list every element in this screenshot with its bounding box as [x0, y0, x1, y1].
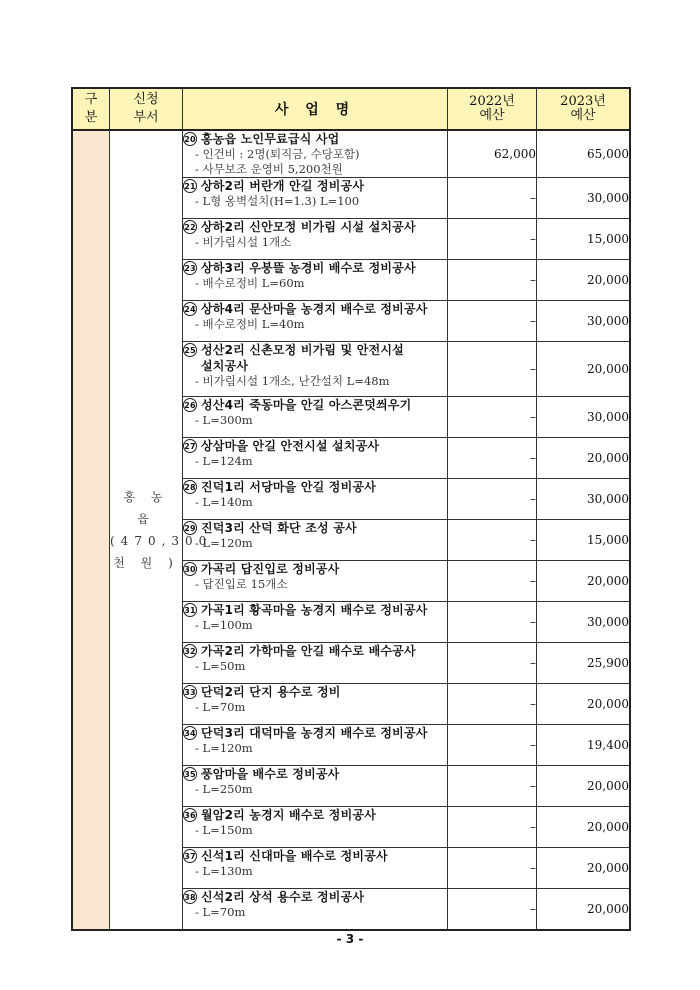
budget-2022-cell: –: [448, 178, 537, 219]
project-name-cell: [183, 684, 448, 725]
project-title-text: 상삼마을 안길 안전시설 설치공사: [201, 439, 380, 453]
project-title-text: 홍농읍 노인무료급식 사업: [201, 132, 340, 146]
project-title: [183, 131, 447, 147]
project-name-cell: [183, 397, 448, 438]
project-title: [183, 684, 447, 700]
project-name-cell: [183, 807, 448, 848]
project-title: [183, 520, 447, 536]
project-title: [183, 397, 447, 413]
project-title: [183, 561, 447, 577]
project-name-cell: [183, 130, 448, 178]
project-detail: - 답진입로 15개소: [195, 577, 288, 591]
project-detail: - L=124m: [195, 454, 253, 468]
project-title-text: 상하4리 문산마을 농경지 배수로 정비공사: [201, 302, 428, 316]
project-detail: - L=120m: [195, 536, 253, 550]
project-detail: - L=250m: [195, 782, 253, 796]
budget-2023-cell: 20,000: [537, 889, 631, 930]
project-title: [183, 342, 447, 358]
circled-number-icon: 25: [183, 343, 197, 357]
project-title: [183, 766, 447, 782]
project-detail: - L=130m: [195, 864, 253, 878]
budget-2023-cell: 20,000: [537, 561, 631, 602]
header-budget-2022-year: 2022년: [469, 94, 515, 109]
header-department-top: 신청: [133, 92, 159, 107]
circled-number-icon: 38: [183, 890, 197, 904]
project-title-text: 월암2리 농경지 배수로 정비공사: [201, 808, 376, 822]
project-detail: - L=300m: [195, 413, 253, 427]
header-budget-2023: [537, 88, 631, 130]
project-title-text: 성산4리 죽동마을 안길 아스콘덧씌우기: [201, 398, 412, 412]
budget-2022-cell: –: [448, 397, 537, 438]
budget-2023-cell: 25,900: [537, 643, 631, 684]
budget-2023-cell: 20,000: [537, 807, 631, 848]
project-detail: - 배수로정비 L=40m: [195, 317, 305, 331]
budget-2023-cell: 15,000: [537, 520, 631, 561]
budget-2023-cell: 30,000: [537, 479, 631, 520]
budget-2022-cell: –: [448, 520, 537, 561]
project-title: [183, 807, 447, 823]
project-title: [183, 848, 447, 864]
budget-2022-cell: –: [448, 301, 537, 342]
page-number: - 3 -: [336, 932, 364, 946]
header-budget-2022-label: 예산: [479, 108, 505, 123]
department-name: 홍 농 읍: [123, 489, 169, 526]
budget-2023-cell: 20,000: [537, 848, 631, 889]
project-name-cell: [183, 219, 448, 260]
budget-2022-cell: –: [448, 438, 537, 479]
project-title: [183, 643, 447, 659]
project-title-continued: 설치공사: [201, 359, 249, 373]
department-amount: (470,300: [110, 533, 213, 548]
project-detail: - L=70m: [195, 700, 246, 714]
budget-2022-cell: –: [448, 342, 537, 397]
project-title-text: 신석2리 상석 용수로 정비공사: [201, 890, 365, 904]
project-name-cell: [183, 301, 448, 342]
department-unit: 천 원 ): [113, 555, 179, 570]
category-cell: [72, 130, 110, 930]
project-name-cell: [183, 178, 448, 219]
table-body: [72, 130, 630, 930]
circled-number-icon: 31: [183, 603, 197, 617]
circled-number-icon: 28: [183, 480, 197, 494]
header-budget-2023-year: 2023년: [560, 94, 606, 109]
circled-number-icon: 20: [183, 132, 197, 146]
header-category-top: 구: [84, 92, 98, 107]
project-name-cell: [183, 643, 448, 684]
budget-2023-cell: 20,000: [537, 260, 631, 301]
budget-2023-cell: 20,000: [537, 342, 631, 397]
project-detail: - 비가림시설 1개소, 난간설치 L=48m: [195, 374, 390, 388]
project-detail: - L=100m: [195, 618, 253, 632]
circled-number-icon: 21: [183, 179, 197, 193]
project-name-cell: [183, 725, 448, 766]
project-detail: - L=50m: [195, 659, 246, 673]
project-title-text: 단덕2리 단지 용수로 정비: [201, 685, 341, 699]
budget-2023-cell: 20,000: [537, 766, 631, 807]
budget-2023-cell: 15,000: [537, 219, 631, 260]
project-title-text: 신석1리 신대마을 배수로 정비공사: [201, 849, 388, 863]
budget-2022-cell: –: [448, 260, 537, 301]
circled-number-icon: 34: [183, 726, 197, 740]
project-detail: - L=140m: [195, 495, 253, 509]
project-detail: - L형 옹벽설치(H=1.3) L=100: [195, 194, 360, 208]
project-detail: - 사무보조 운영비 5,200천원: [195, 162, 343, 176]
budget-2022-cell: –: [448, 848, 537, 889]
budget-2022-cell: –: [448, 766, 537, 807]
circled-number-icon: 22: [183, 220, 197, 234]
circled-number-icon: 26: [183, 398, 197, 412]
project-title: [183, 260, 447, 276]
circled-number-icon: 30: [183, 562, 197, 576]
project-name-cell: [183, 479, 448, 520]
budget-2022-cell: –: [448, 684, 537, 725]
circled-number-icon: 35: [183, 767, 197, 781]
budget-2022-cell: 62,000: [448, 130, 537, 178]
budget-2022-cell: –: [448, 643, 537, 684]
budget-2022-cell: –: [448, 889, 537, 930]
project-title: [183, 301, 447, 317]
project-title: [183, 479, 447, 495]
project-title-text: 가곡1리 황곡마을 농경지 배수로 정비공사: [201, 603, 428, 617]
project-title: [183, 178, 447, 194]
project-title: [183, 725, 447, 741]
circled-number-icon: 24: [183, 302, 197, 316]
project-name-cell: [183, 602, 448, 643]
budget-2023-cell: 19,400: [537, 725, 631, 766]
project-title: [183, 438, 447, 454]
budget-2022-cell: –: [448, 725, 537, 766]
project-detail: - L=70m: [195, 905, 246, 919]
header-budget-2023-label: 예산: [570, 108, 596, 123]
budget-2022-cell: –: [448, 807, 537, 848]
header-budget-2022: [448, 88, 537, 130]
project-name-cell: [183, 520, 448, 561]
budget-2023-cell: 30,000: [537, 178, 631, 219]
project-name-cell: [183, 766, 448, 807]
project-title-text: 상하2리 버란개 안길 정비공사: [201, 179, 365, 193]
budget-2023-cell: 20,000: [537, 438, 631, 479]
project-name-cell: [183, 438, 448, 479]
budget-2023-cell: 20,000: [537, 684, 631, 725]
project-detail: - 배수로정비 L=60m: [195, 276, 305, 290]
header-category: [72, 88, 110, 130]
table-row: [72, 130, 630, 178]
circled-number-icon: 36: [183, 808, 197, 822]
project-title-text: 가곡리 답진입로 정비공사: [201, 562, 340, 576]
project-name-cell: [183, 342, 448, 397]
budget-2022-cell: –: [448, 479, 537, 520]
project-title-text: 상하3리 우붕뜰 농경비 배수로 정비공사: [201, 261, 416, 275]
project-detail: - L=120m: [195, 741, 253, 755]
project-detail: - 인건비 : 2명(퇴직금, 수당포함): [195, 147, 360, 161]
header-department: [110, 88, 183, 130]
budget-2023-cell: 30,000: [537, 301, 631, 342]
circled-number-icon: 27: [183, 439, 197, 453]
header-department-bottom: 부서: [133, 110, 159, 125]
project-name-cell: [183, 561, 448, 602]
project-title-text: 진덕3리 산덕 화단 조성 공사: [201, 521, 357, 535]
project-detail: - 비가림시설 1개소: [195, 235, 292, 249]
budget-2023-cell: 30,000: [537, 602, 631, 643]
project-detail: - L=150m: [195, 823, 253, 837]
budget-2022-cell: –: [448, 561, 537, 602]
budget-table: [71, 87, 631, 931]
project-title: [183, 602, 447, 618]
circled-number-icon: 23: [183, 261, 197, 275]
budget-2022-cell: –: [448, 219, 537, 260]
budget-2023-cell: 30,000: [537, 397, 631, 438]
project-name-cell: [183, 848, 448, 889]
circled-number-icon: 33: [183, 685, 197, 699]
project-name-cell: [183, 260, 448, 301]
project-title-text: 성산2리 신촌모정 비가림 및 안전시설: [201, 343, 404, 357]
project-name-cell: [183, 889, 448, 930]
project-title: [183, 889, 447, 905]
budget-2023-cell: 65,000: [537, 130, 631, 178]
budget-2022-cell: –: [448, 602, 537, 643]
circled-number-icon: 32: [183, 644, 197, 658]
project-title-text: 단덕3리 대덕마을 농경지 배수로 정비공사: [201, 726, 428, 740]
project-title-text: 상하2리 신안모정 비가림 시설 설치공사: [201, 220, 416, 234]
table-header-row: [72, 88, 630, 130]
document-page: [71, 87, 631, 931]
project-title: [183, 219, 447, 235]
header-project-name: 사 업 명: [183, 88, 448, 130]
header-category-bottom: 분: [84, 110, 98, 125]
project-title-text: 가곡2리 가학마을 안길 배수로 배수공사: [201, 644, 416, 658]
project-title-text: 진덕1리 서당마을 안길 정비공사: [201, 480, 376, 494]
circled-number-icon: 29: [183, 521, 197, 535]
project-title-text: 풍암마을 배수로 정비공사: [201, 767, 340, 781]
circled-number-icon: 37: [183, 849, 197, 863]
